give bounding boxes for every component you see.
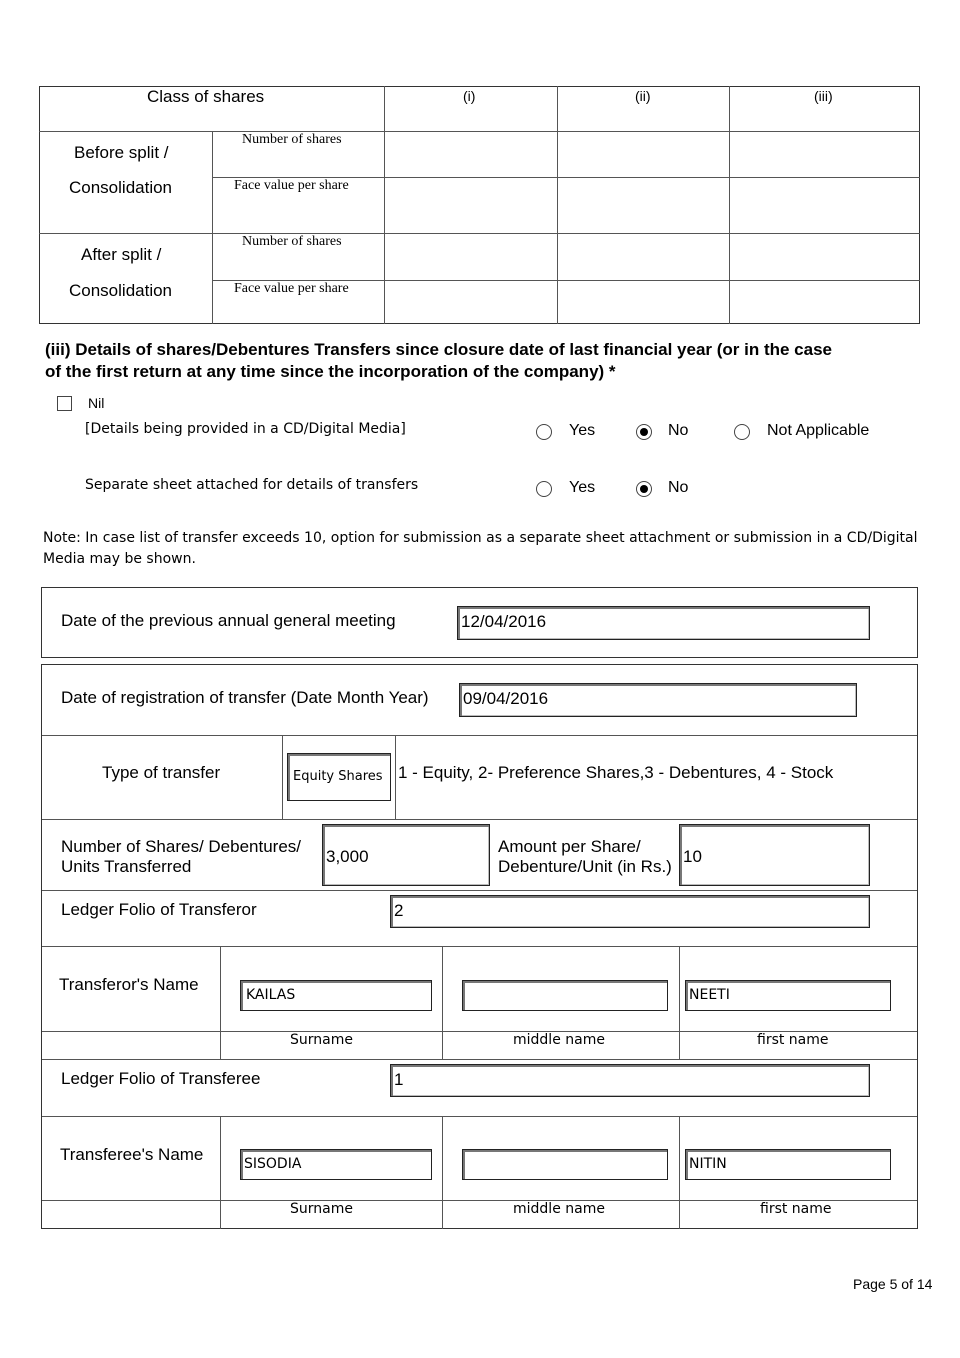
cd-no-radio[interactable] <box>636 424 652 440</box>
sheet-yes-radio[interactable] <box>536 481 552 497</box>
cd-no-label: No <box>668 422 689 439</box>
transferee-middle-input[interactable] <box>462 1149 668 1180</box>
amount-per-share-input[interactable]: 10 <box>679 824 870 886</box>
transferor-surname-input[interactable]: KAILAS <box>240 980 432 1011</box>
cd-yes-label: Yes <box>569 422 596 439</box>
before-consolidation-label: Consolidation <box>69 178 173 197</box>
amount-per-share-label-1: Amount per Share/ <box>498 837 641 856</box>
agm-date-input[interactable]: 12/04/2016 <box>457 606 870 640</box>
transferor-surname-caption: Surname <box>290 1032 353 1048</box>
type-of-transfer-input[interactable]: Equity Shares <box>287 753 391 801</box>
type-of-transfer-legend: 1 - Equity, 2- Preference Shares,3 - Debentures, 4 - Stock <box>398 763 834 782</box>
transferor-first-input[interactable]: NEETI <box>685 980 891 1011</box>
column-i: (i) <box>463 88 476 104</box>
transferor-middle-input[interactable] <box>462 980 668 1011</box>
after-number-of-shares-label: Number of shares <box>242 234 342 249</box>
ledger-transferee-input[interactable]: 1 <box>390 1064 870 1097</box>
page-number: Page 5 of 14 <box>853 1276 933 1292</box>
cd-yes-radio[interactable] <box>536 424 552 440</box>
column-iii: (iii) <box>814 88 833 104</box>
transferor-name-label: Transferor's Name <box>59 975 199 994</box>
nil-checkbox[interactable] <box>57 396 72 411</box>
type-of-transfer-label: Type of transfer <box>102 763 221 782</box>
transferee-surname-input[interactable]: SISODIA <box>240 1149 432 1180</box>
agm-label: Date of the previous annual general meeting <box>61 611 396 630</box>
before-split-label: Before split / <box>74 143 169 162</box>
cd-media-label: [Details being provided in a CD/Digital Media] <box>85 421 406 437</box>
after-face-value-label: Face value per share <box>234 281 349 296</box>
number-transferred-label-1: Number of Shares/ Debentures/ <box>61 837 302 856</box>
registration-date-label: Date of registration of transfer (Date Month Year) <box>61 688 429 707</box>
before-face-value-label: Face value per share <box>234 178 349 193</box>
transferee-name-label: Transferee's Name <box>60 1145 204 1164</box>
note-line2: Media may be shown. <box>43 551 196 567</box>
sheet-no-radio[interactable] <box>636 481 652 497</box>
amount-per-share-label-2: Debenture/Unit (in Rs.) <box>498 857 672 876</box>
number-transferred-label-2: Units Transferred <box>61 857 192 876</box>
transferor-middle-caption: middle name <box>513 1032 605 1048</box>
section-heading-line2: of the first return at any time since the incorporation of the company) * <box>45 362 616 381</box>
transferee-first-input[interactable]: NITIN <box>685 1149 891 1180</box>
class-of-shares-header: Class of shares <box>147 87 265 106</box>
separate-sheet-label: Separate sheet attached for details of transfers <box>85 477 419 493</box>
ledger-transferor-label: Ledger Folio of Transferor <box>61 900 257 919</box>
after-consolidation-label: Consolidation <box>69 281 173 300</box>
cd-not-applicable-radio[interactable] <box>734 424 750 440</box>
transferee-middle-caption: middle name <box>513 1201 605 1217</box>
transferor-first-caption: first name <box>757 1032 829 1048</box>
nil-label: Nil <box>88 395 105 411</box>
transferee-surname-caption: Surname <box>290 1201 353 1217</box>
cd-not-applicable-label: Not Applicable <box>767 422 870 439</box>
ledger-transferee-label: Ledger Folio of Transferee <box>61 1069 261 1088</box>
ledger-transferor-input[interactable]: 2 <box>390 895 870 928</box>
after-split-label: After split / <box>81 245 162 264</box>
transferee-first-caption: first name <box>760 1201 832 1217</box>
number-transferred-input[interactable]: 3,000 <box>322 824 490 886</box>
column-ii: (ii) <box>635 88 651 104</box>
before-number-of-shares-label: Number of shares <box>242 132 342 147</box>
note-line1: Note: In case list of transfer exceeds 10, option for submission as a separate sheet attachment or submission in a CD/Digital <box>43 530 918 546</box>
sheet-yes-label: Yes <box>569 479 596 496</box>
section-heading-line1: (iii) Details of shares/Debentures Transfers since closure date of last financial year (or in the case <box>45 340 833 359</box>
registration-date-input[interactable]: 09/04/2016 <box>459 683 857 717</box>
sheet-no-label: No <box>668 479 689 496</box>
